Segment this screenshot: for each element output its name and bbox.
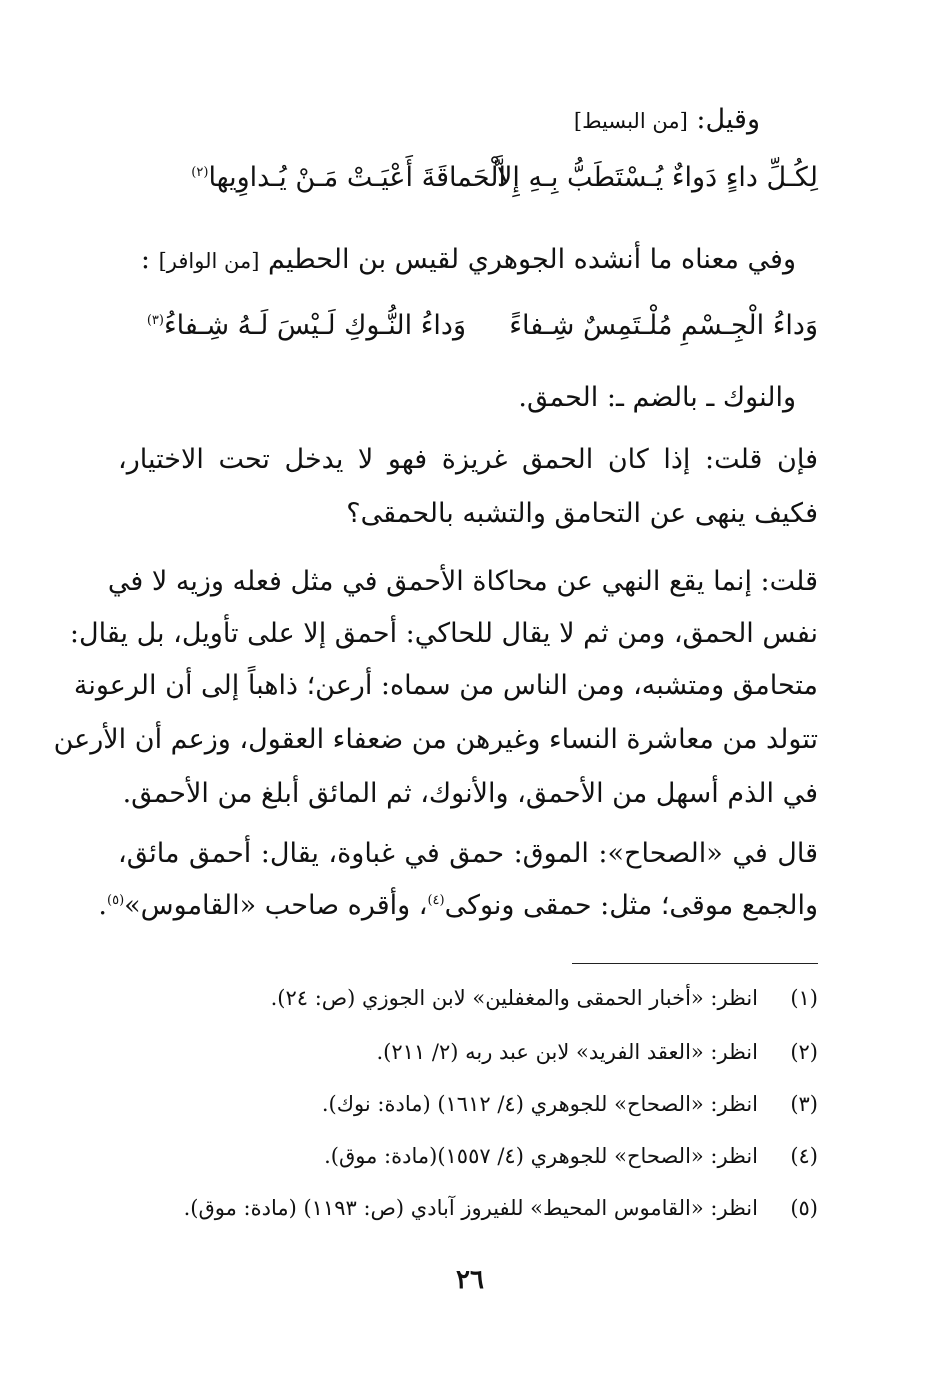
body-line: والنوك ـ بالضم ـ: الحمق.: [518, 382, 796, 413]
verse-1-first-hemistich: لِكُـلِّ داءٍ دَواءٌ يُـسْتَطَبُّ بِـهِ إِلاَّ: [496, 162, 818, 193]
body-line: تتولد من معاشرة النساء وغيرهن من ضعفاء العقول، وزعم أن الأرعن: [53, 724, 818, 755]
footnote-text: انظر: «الصحاح» للجوهري (٤/ ١٥٥٧)(مادة: موق).: [324, 1144, 758, 1168]
body-line: متحامق ومتشبه، ومن الناس من سماه: أرعن؛ ذاهباً إلى أن الرعونة: [73, 670, 818, 701]
verse-2-second-hemistich: وَداءُ النُّـوكِ لَـيْسَ لَـهُ شِـفاءُ$^{(٣)}$: [146, 310, 466, 341]
body-line: فكيف ينهى عن التحامق والتشبه بالحمقى؟: [346, 498, 818, 529]
footnote-text: انظر: «العقد الفريد» لابن عبد ربه (٢/ ٢١١).: [376, 1040, 758, 1064]
intro-text: وقيل:: [696, 104, 760, 135]
footnote-text: انظر: «القاموس المحيط» للفيروز آبادي (ص: ١١٩٣) (مادة: موق).: [183, 1196, 758, 1220]
footnote-ref: (٣): [146, 313, 164, 328]
footnote-text: انظر: «أخبار الحمقى والمغفلين» لابن الجوزي (ص: ٢٤).: [270, 986, 758, 1010]
footnote-ref: (٥): [107, 893, 125, 908]
footnote-number: (٢): [790, 1040, 818, 1064]
footnote-ref: (٤): [427, 893, 445, 908]
meter-label: [من الوافر]: [158, 249, 260, 273]
body-line: نفس الحمق، ومن ثم لا يقال للحاكي: أحمق إلا على تأويل، بل يقال:: [69, 618, 818, 649]
page-number: ٢٦: [456, 1265, 484, 1295]
intro-line-2: وفي معناه ما أنشده الجوهري لقيس بن الحطيم [من الوافر] :: [140, 244, 796, 275]
footnote-text: انظر: «الصحاح» للجوهري (٤/ ١٦١٢) (مادة: نوك).: [321, 1092, 758, 1116]
body-line: قال في «الصحاح»: الموق: حمق في غباوة، يقال: أحمق مائق،: [118, 838, 818, 869]
body-line-last: والجمع موقى؛ مثل: حمقى ونوكى$^{(٤)}$، وأقره صاحب «القاموس»$^{(٥)}$.: [98, 890, 818, 921]
body-line: قلت: إنما يقع النهي عن محاكاة الأحمق في مثل فعله وزيه لا في: [107, 566, 818, 597]
intro-text: وفي معناه ما أنشده الجوهري لقيس بن الحطيم: [268, 244, 796, 275]
footnote-number: (١): [790, 986, 818, 1010]
footnote-number: (٤): [790, 1144, 818, 1168]
footnote-number: (٥): [790, 1196, 818, 1220]
body-line: فإن قلت: إذا كان الحمق غريزة فهو لا يدخل تحت الاختيار،: [118, 444, 818, 475]
verse-1-second-hemistich: الْحَماقَةَ أَعْيَـتْ مَـنْ يُـداوِيها$^{(٢)}$: [191, 162, 506, 193]
meter-label: [من البسيط]: [573, 109, 688, 133]
footnote-separator: [572, 963, 818, 964]
verse-2-first-hemistich: وَداءُ الْجِـسْمِ مُلْـتَمِسٌ شِـفاءً: [509, 310, 818, 341]
footnote-ref: (٢): [191, 165, 209, 180]
body-line: في الذم أسهل من الأحمق، والأنوك، ثم المائق أبلغ من الأحمق.: [122, 778, 818, 809]
footnote-number: (٣): [790, 1092, 818, 1116]
intro-line: [260, 100, 760, 141]
